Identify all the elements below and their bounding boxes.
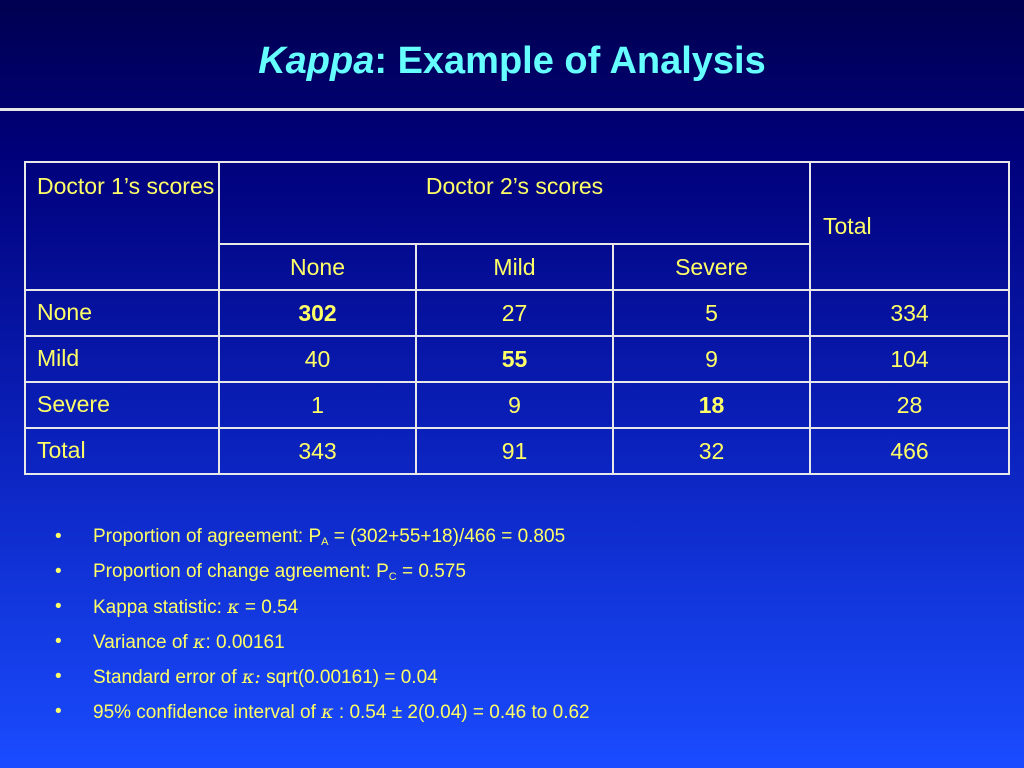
bullet-icon: • bbox=[55, 631, 62, 652]
title-rest: : Example of Analysis bbox=[374, 40, 766, 82]
col-header-none: None bbox=[219, 244, 416, 290]
table-cell: 91 bbox=[416, 428, 613, 474]
bullet-text: = (302+55+18)/466 = 0.805 bbox=[328, 526, 566, 547]
slide-title bbox=[0, 40, 1024, 83]
bullet-icon: • bbox=[55, 666, 62, 687]
grand-total-cell: 466 bbox=[810, 428, 1009, 474]
table-cell: 9 bbox=[416, 382, 613, 428]
kappa-symbol: κ: bbox=[241, 666, 261, 688]
col-header-mild: Mild bbox=[416, 244, 613, 290]
bullet-text: : 0.54 ± 2(0.04) = 0.46 to 0.62 bbox=[333, 702, 590, 723]
table-row bbox=[25, 382, 1009, 428]
bullet-text: Kappa statistic: bbox=[93, 597, 228, 618]
bullet-text: : 0.00161 bbox=[205, 632, 285, 653]
table-cell: 1 bbox=[219, 382, 416, 428]
table-cell: 302 bbox=[219, 290, 416, 336]
kappa-table bbox=[24, 161, 1010, 475]
list-item bbox=[55, 558, 590, 593]
list-item bbox=[55, 698, 590, 733]
row-label: Total bbox=[25, 428, 219, 474]
table-cell: 343 bbox=[219, 428, 416, 474]
bullet-icon: • bbox=[55, 561, 62, 582]
kappa-symbol: κ bbox=[192, 631, 206, 653]
table-cell: 18 bbox=[613, 382, 810, 428]
list-item bbox=[55, 628, 590, 663]
title-italic: Kappa bbox=[258, 40, 375, 82]
table-header-row bbox=[25, 162, 1009, 244]
table-row bbox=[25, 336, 1009, 382]
row-label: Mild bbox=[25, 336, 219, 382]
bullet-subscript: C bbox=[388, 571, 397, 583]
table-cell: 5 bbox=[613, 290, 810, 336]
kappa-symbol: κ bbox=[227, 596, 240, 618]
list-item bbox=[55, 523, 590, 558]
table-row-total bbox=[25, 428, 1009, 474]
list-item bbox=[55, 593, 590, 628]
row-header-label: Doctor 1’s scores bbox=[25, 162, 219, 290]
row-label: Severe bbox=[25, 382, 219, 428]
table-cell: 32 bbox=[613, 428, 810, 474]
row-label: None bbox=[25, 290, 219, 336]
table-row bbox=[25, 290, 1009, 336]
col-group-label: Doctor 2’s scores bbox=[219, 162, 810, 244]
results-list bbox=[55, 523, 590, 733]
col-header-severe: Severe bbox=[613, 244, 810, 290]
bullet-text: Variance of bbox=[93, 632, 193, 653]
bullet-icon: • bbox=[55, 701, 62, 722]
bullet-subscript: A bbox=[321, 536, 329, 548]
title-divider bbox=[0, 108, 1024, 111]
row-total-cell: 28 bbox=[810, 382, 1009, 428]
total-header: Total bbox=[810, 162, 1009, 290]
bullet-text: sqrt(0.00161) = 0.04 bbox=[260, 667, 438, 688]
bullet-text: Proportion of change agreement: P bbox=[93, 561, 389, 582]
bullet-text: = 0.575 bbox=[396, 561, 466, 582]
row-total-cell: 104 bbox=[810, 336, 1009, 382]
bullet-text: Standard error of bbox=[93, 667, 242, 688]
table-cell: 9 bbox=[613, 336, 810, 382]
bullet-text: Proportion of agreement: P bbox=[93, 526, 322, 547]
table-cell: 40 bbox=[219, 336, 416, 382]
table-cell: 55 bbox=[416, 336, 613, 382]
table-cell: 27 bbox=[416, 290, 613, 336]
bullet-icon: • bbox=[55, 596, 62, 617]
kappa-symbol: κ bbox=[321, 701, 334, 723]
list-item bbox=[55, 663, 590, 698]
bullet-text: = 0.54 bbox=[239, 597, 299, 618]
bullet-text: 95% confidence interval of bbox=[93, 702, 322, 723]
bullet-icon: • bbox=[55, 526, 62, 547]
row-total-cell: 334 bbox=[810, 290, 1009, 336]
